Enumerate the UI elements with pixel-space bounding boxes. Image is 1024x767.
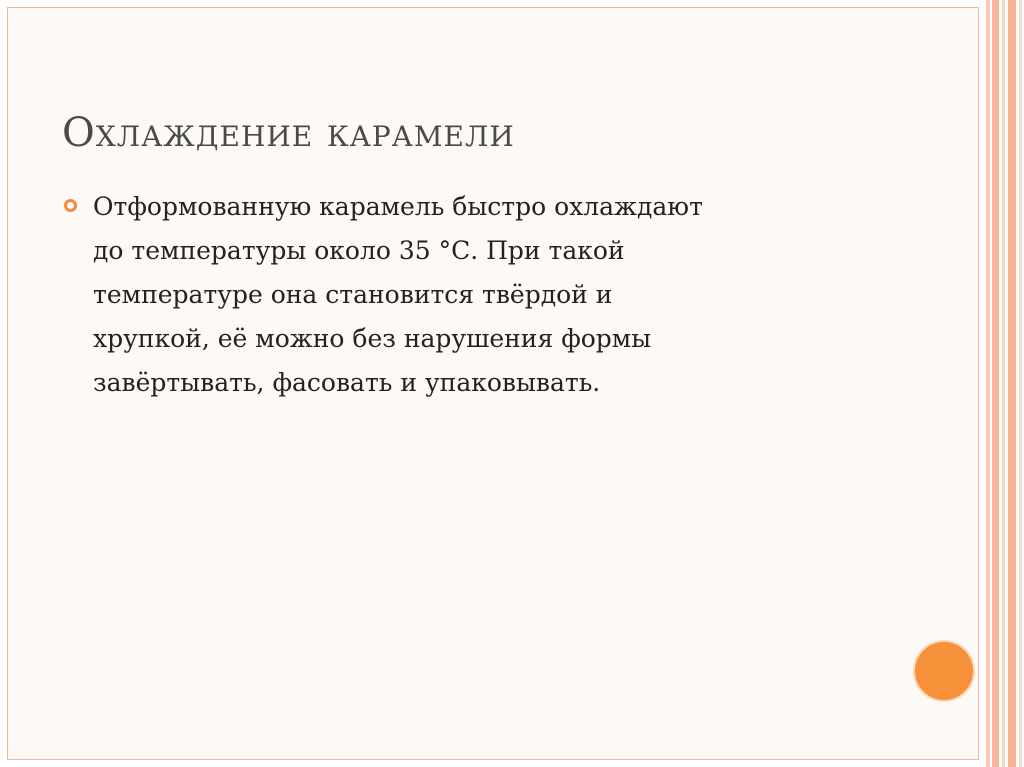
stripe: [992, 0, 999, 767]
bullet-text: Отформованную карамель быстро охлаждают до температуры около 35 °С. При такой температуре она становится твёрдой и хрупкой, её можно без нарушения формы завёртывать, фасовать и упаковывать.: [93, 192, 703, 397]
orange-circle-decoration-icon: [913, 640, 975, 702]
stripe: [986, 0, 990, 767]
right-stripe-border: [984, 0, 1024, 767]
stripe: [1019, 0, 1022, 767]
stripe: [1008, 0, 1016, 767]
ring-bullet-icon: [64, 199, 77, 212]
slide-title: Охлаждение карамели: [62, 110, 515, 156]
stripe: [1002, 0, 1005, 767]
